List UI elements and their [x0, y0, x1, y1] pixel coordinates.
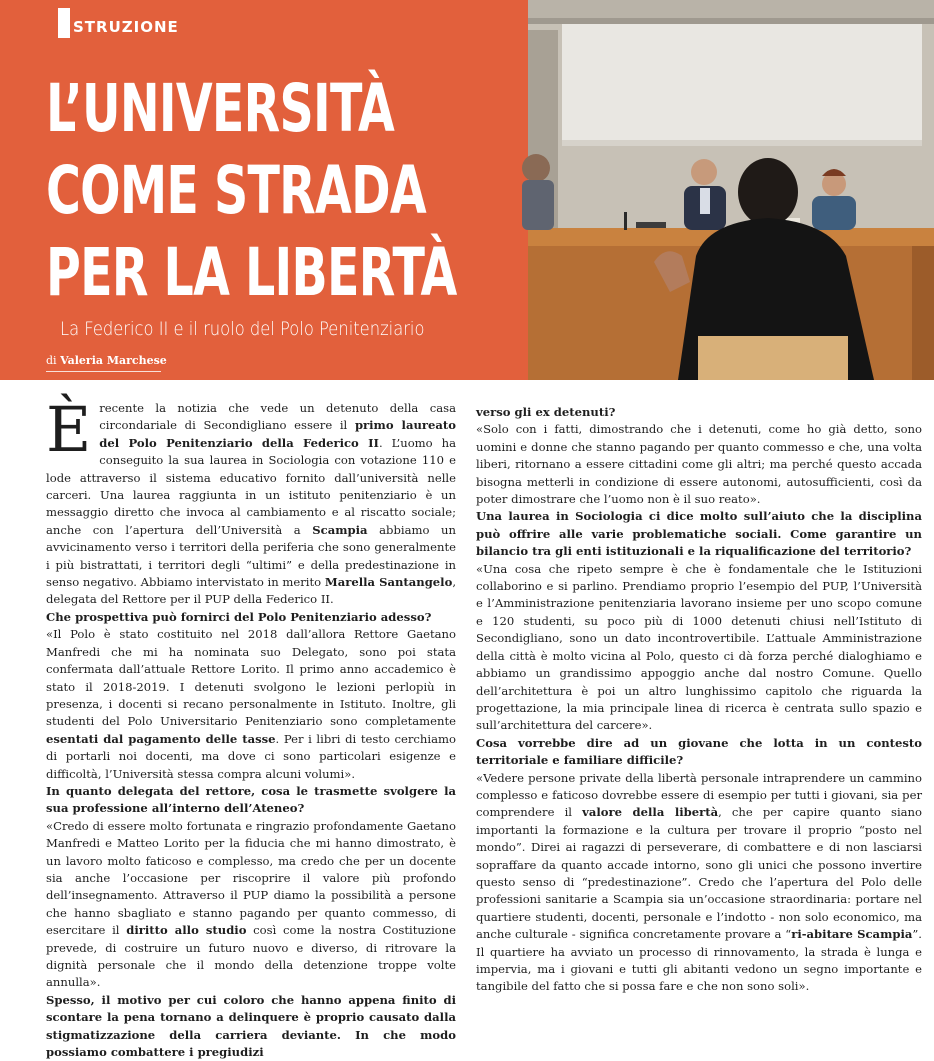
photo-illustration	[528, 0, 934, 380]
article-column-left	[46, 393, 457, 1061]
article-subtitle: La Federico II e il ruolo del Polo Penitenziario	[60, 318, 425, 340]
text-run: recente la notizia che vede un detenuto della casa circondariale di Secondigliano essere il	[99, 401, 456, 433]
bold-run: primo laureato del Polo Penitenziario della Federico II	[99, 418, 456, 450]
title-line: PER LA LIBERTÀ	[46, 234, 457, 311]
bold-run: ri-abitare Scampia	[791, 927, 913, 942]
text-run: ”. Il quartiere ha avviato un processo di rinnovamento, la strada è lunga e impervia, ma i giovani e tutti gli abitanti vedono un segno importante e tangibile del fatto che si possa fare e che non sono soli».	[476, 927, 922, 994]
intro-paragraph	[46, 393, 457, 609]
title-line: COME STRADA	[46, 152, 426, 229]
bold-run: Scampia	[312, 522, 368, 537]
text-run: «Il Polo è stato costituito nel 2018 dall’allora Rettore Gaetano Manfredi che mi ha nominata suo Delegato, sono poi stata confermata dall’attuale Rettore Lorito. Il primo anno accademico è stato il 2018-2019. I detenuti svolgono le lezioni perlopiù in presenza, i docenti si recano personalmente in Istituto. Inoltre, gli studenti del Polo Universitario Penitenziario sono completamente	[46, 627, 456, 729]
text-run: «Credo di essere molto fortunata e ringrazio profondamente Gaetano Manfredi e Matteo Lorito per la fiducia che mi hanno dimostrato, è un lavoro molto faticoso e complesso, ma credo che per un docente sia anche l’occasione per riscoprire il valore più profondo dell’insegnamento. Attraverso il PUP diamo la possibilità a persone che hanno sbagliato e stanno pagando per quanto commesso, di esercitare il	[46, 818, 456, 938]
bold-run: valore della libertà	[582, 805, 719, 820]
byline-rule	[46, 371, 161, 372]
title-line: L’UNIVERSITÀ	[46, 70, 395, 147]
conference-photo	[528, 0, 934, 380]
interview-answer: «Una cosa che ripeto sempre è che è fondamentale che le Istituzioni collaborino e si parlino. Prendiamo proprio l’esempio del PUP, l’Università e l’Amministrazione penitenziaria lavorano insieme per uno scopo comune e 120 studenti, su poco più di 1000 detenuti chiusi nell’Istituto di Secondigliano, sono un dato incontrovertibile. L’attuale Amministrazione della città è molto vicina al Polo, questo ci dà forza perché dialoghiamo e abbiamo un grandissimo appoggio anche dal nostro Comune. Quello dell’architettura è poi un altro lunghissimo capitolo che riguarda la progettazione, la mia principale linea di ricerca è centrata sullo spazio e sull’architettura del carcere».	[476, 561, 922, 733]
bold-run: esentati dal pagamento delle tasse	[46, 731, 276, 746]
interview-answer	[46, 818, 456, 992]
interview-question: Cosa vorrebbe dire ad un giovane che lotta in un contesto territoriale e familiare difficile?	[476, 735, 922, 768]
section-marker	[58, 8, 70, 38]
interview-answer	[46, 626, 456, 783]
article-column-right	[476, 404, 922, 996]
text-run: , delegata del Rettore per il PUP della Federico II.	[46, 575, 457, 607]
interview-question: In quanto delegata del rettore, cosa le trasmette svolgere la sua professione all’interno dell’Ateneo?	[46, 783, 456, 816]
interview-question-continued: verso gli ex detenuti?	[476, 405, 616, 419]
bold-run: Marella Santangelo	[324, 575, 453, 590]
drop-cap: È	[46, 393, 92, 466]
byline-author: Valeria Marchese	[60, 354, 167, 367]
bold-run: diritto allo studio	[126, 923, 247, 938]
text-run: . Per i libri di testo cerchiamo di portarli noi docenti, ma dove ci sono particolari esigenze e difficoltà, l’Università stessa compra alcuni volumi».	[46, 731, 456, 781]
byline-prefix: di	[46, 354, 57, 367]
interview-answer: «Solo con i fatti, dimostrando che i detenuti, come ho già detto, sono uomini e donne che stanno pagando per quanto commesso e che, una volta liberi, ritornano a essere cittadini come gli altri; ma perché questo accada bisogna metterli in condizione di essere autonomi, autosufficienti, così da poter dimostrare che l’uomo non è il suo reato».	[476, 422, 922, 507]
text-run: . L’uomo ha conseguito la sua laurea in Sociologia con votazione 110 e lode attraverso il sistema educativo fornito dall’università nelle carceri. Una laurea raggiunta in un istituto penitenziario è un messaggio diretto che invoca al cambiamento e al riscatto sociale; anche con l’apertura dell’Università a	[46, 435, 456, 537]
interview-question: Spesso, il motivo per cui coloro che hanno appena finito di scontare la pena tornano a delinquere è proprio causato dalla stigmatizzazione della carriera deviante. In che modo possiamo combattere i pregiudizi	[46, 992, 456, 1060]
interview-question: Una laurea in Sociologia ci dice molto sull’aiuto che la disciplina può offrire alle varie problematiche sociali. Come garantire un bilancio tra gli enti istituzionali e la riqualificazione del territorio?	[476, 509, 922, 559]
text-run: abbiamo un avvicinamento verso i territori della periferia che sono generalmente i più bistrattati, i territori degli “ultimi” e della predestinazione in senso negativo. Abbiamo intervistato in merito	[46, 522, 456, 590]
byline	[46, 354, 167, 367]
text-run: «Vedere persone private della libertà personale intraprendere un cammino complesso e faticoso dovrebbe essere di esempio per tutti i giovani, sia per comprendere il	[476, 770, 922, 820]
text-run: , che per capire quanto siano importanti la formazione e la cultura per trovare il proprio “posto nel mondo”. Direi ai ragazzi di perseverare, di combattere e di non lasciarsi sopraffare da quanto accade intorno, sono gli unici che possono invertire questo senso di “predestinazione”. Credo che l’apertura del Polo delle professioni sanitarie a Scampia sia un’occasione straordinaria: portare nel quartiere studenti, docenti, personale e l’indotto - non solo economico, ma anche culturale - significa concretamente provare a “	[476, 805, 923, 942]
section-label: STRUZIONE	[73, 18, 179, 36]
article-title	[46, 68, 457, 314]
interview-answer	[476, 770, 922, 996]
interview-question: Che prospettiva può fornirci del Polo Penitenziario adesso?	[46, 609, 432, 624]
text-run: così come la nostra Costituzione prevede, di costruire un futuro nuovo e diverso, di ritrovare la dignità personale che il mondo della detenzione troppe volte annulla».	[46, 923, 456, 990]
